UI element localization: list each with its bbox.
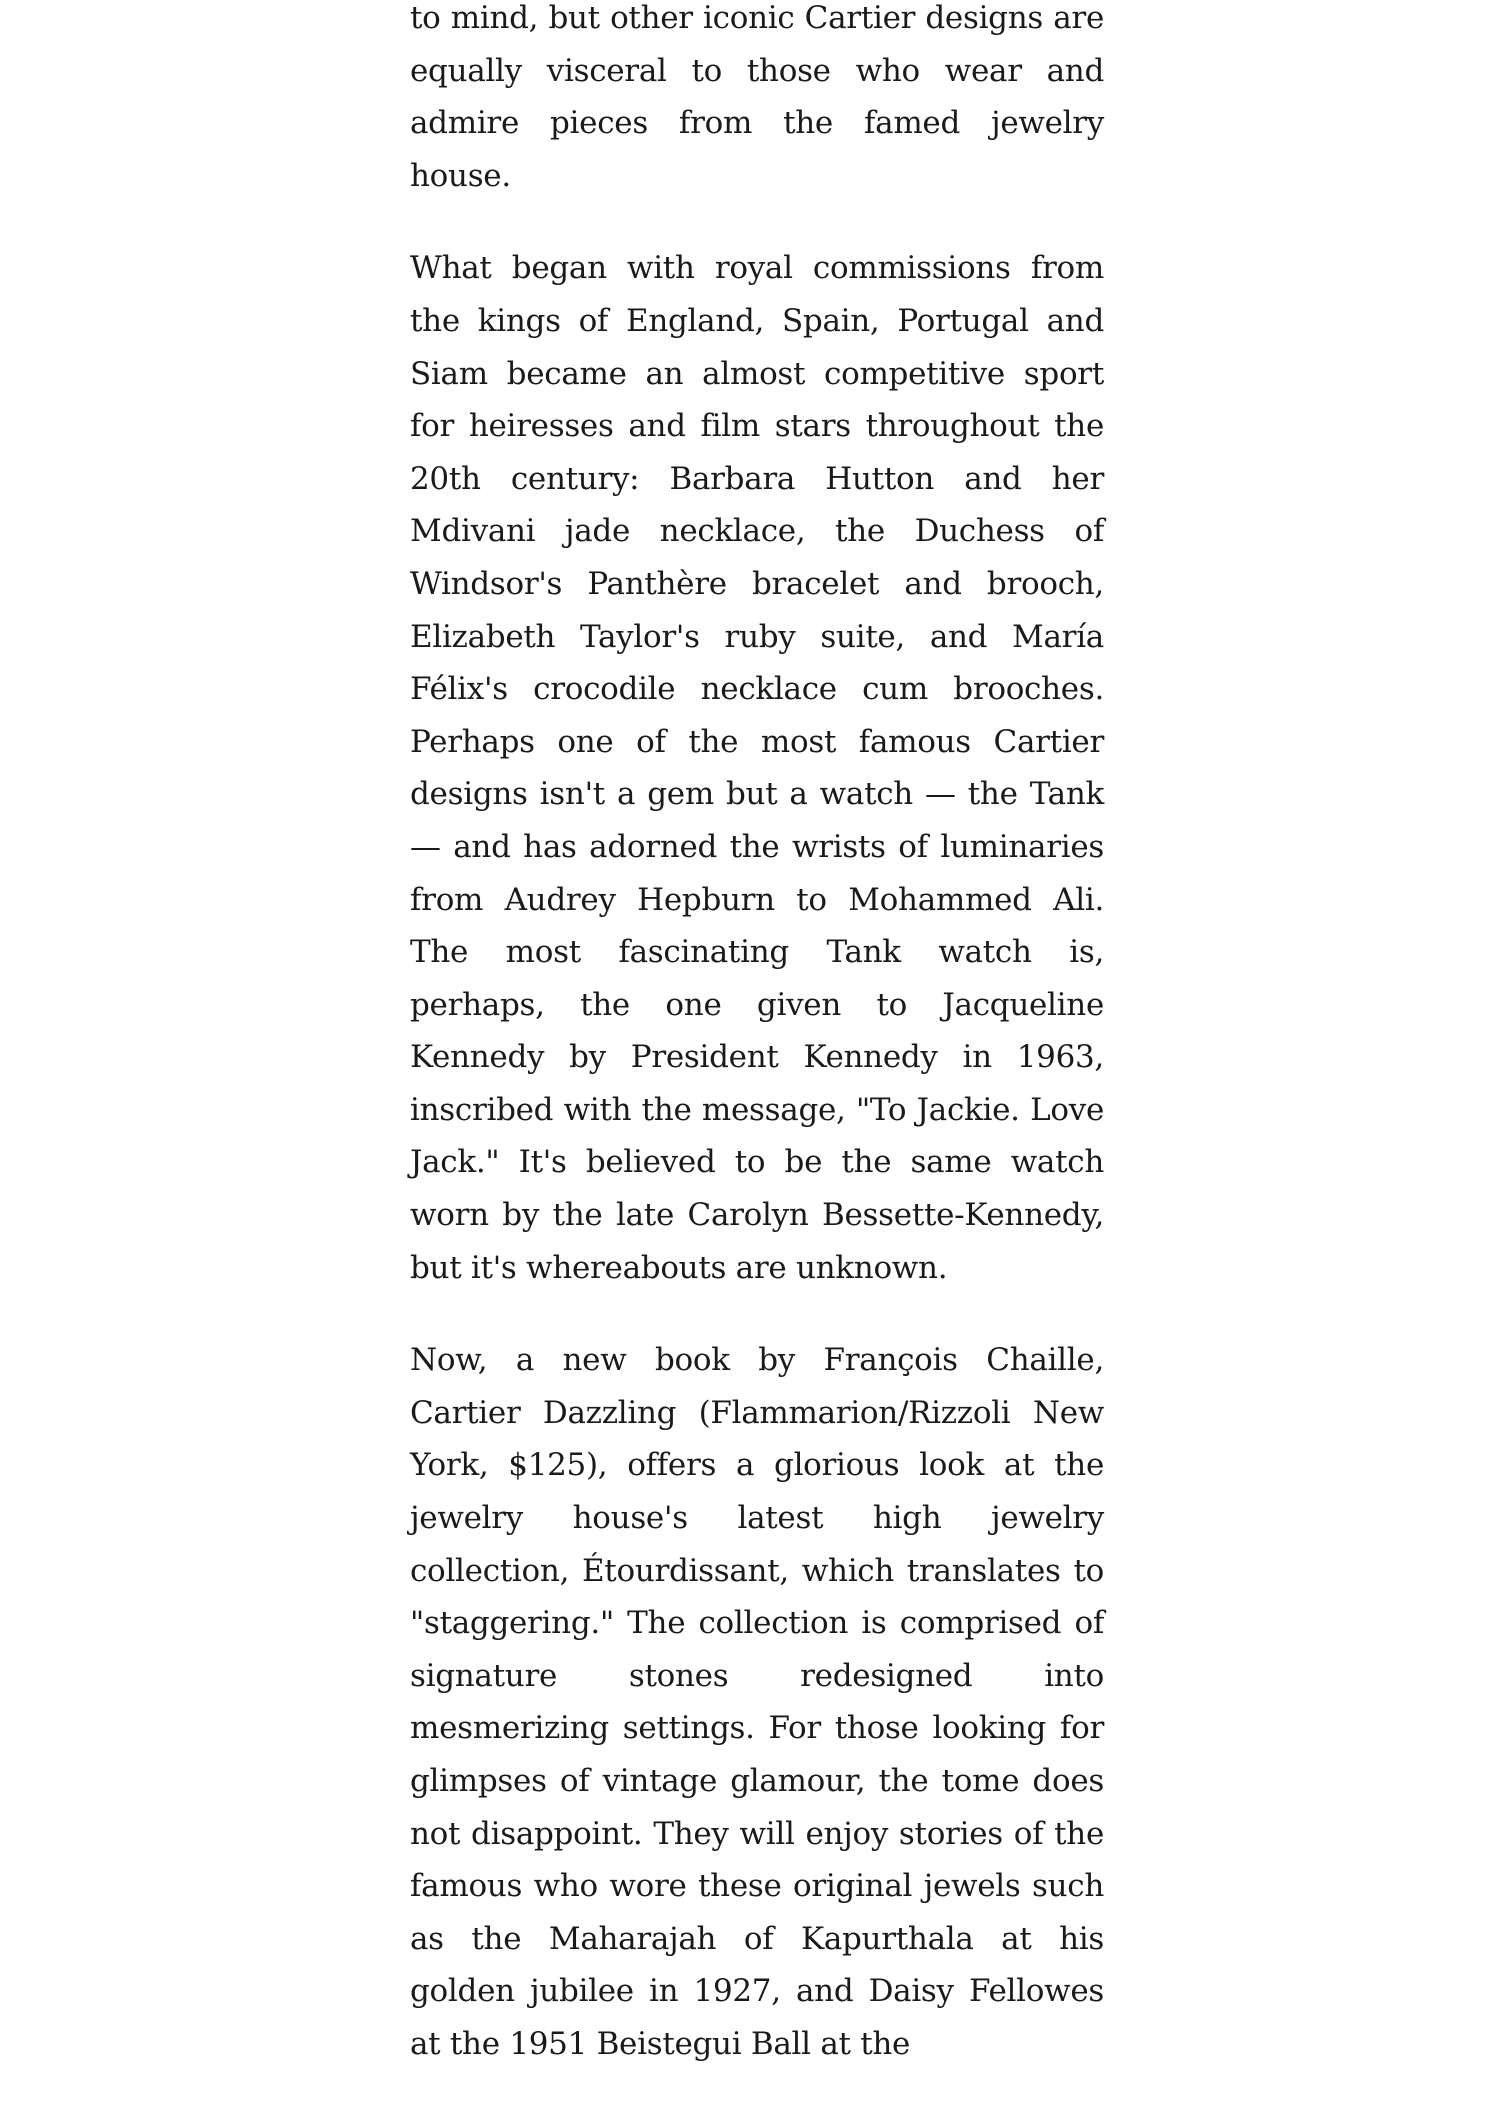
article-paragraph: Now, a new book by François Chaille, Cartier Dazzling (Flammarion/Rizzoli New York, $125), offers a glorious look at the jewelry house's latest high jewelry collection, Étourdissant, which translates to "staggering." The collection is comprised of signature stones redesigned into mesmerizing settings. For those looking for glimpses of vintage glamour, the tome does not disappoint. They will enjoy stories of the famous who wore these original jewels such as the Maharajah of Kapurthala at his golden jubilee in 1927, and Daisy Fellowes at the 1951 Beistegui Ball at the bbox=[410, 1342, 1104, 2062]
article-body bbox=[410, 0, 1104, 2111]
article-paragraph: to mind, but other iconic Cartier designs are equally visceral to those who wear and admire pieces from the famed jewelry house. bbox=[410, 0, 1104, 194]
article-paragraph: What began with royal commissions from the kings of England, Spain, Portugal and Siam became an almost competitive sport for heiresses and film stars throughout the 20th century: Barbara Hutton and her Mdivani jade necklace, the Duchess of Windsor's Panthère bracelet and brooch, Elizabeth Taylor's ruby suite, and María Félix's crocodile necklace cum brooches. Perhaps one of the most famous Cartier designs isn't a gem but a watch — the Tank — and has adorned the wrists of luminaries from Audrey Hepburn to Mohammed Ali. The most fascinating Tank watch is, perhaps, the one given to Jacqueline Kennedy by President Kennedy in 1963, inscribed with the message, "To Jackie. Love Jack." It's believed to be the same watch worn by the late Carolyn Bessette-Kennedy, but it's whereabouts are unknown. bbox=[410, 250, 1104, 1286]
